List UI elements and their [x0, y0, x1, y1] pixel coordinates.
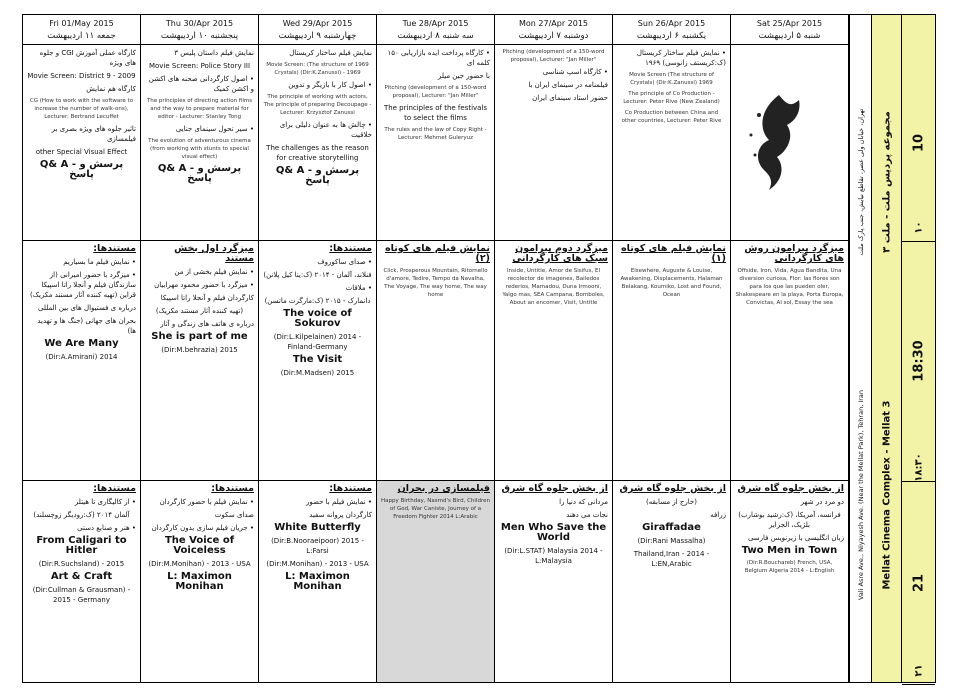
day-header: [141, 15, 258, 45]
session-line: Offside, Iron, Vida, Agua Bandita, Una diversion curiosa, Flor: las flores son para los que las pueden oler, Shakespeare en la playa, Porta Europa, Convictas, Al sol, Essay the sea: [735, 268, 844, 306]
session-line: فیلمنامه در سینمای ایران با: [528, 81, 608, 89]
session-cell-r1: [141, 45, 258, 241]
venue-address-fa: تهران، خیابان ولی عصر، تقاطع نیایش، جنب پارک ملت: [856, 108, 865, 256]
session-cell-r2: [259, 241, 376, 481]
session-line: Art & Craft: [50, 571, 113, 582]
session-line: • ملاقات: [345, 284, 372, 292]
session-line: White Butterfly: [274, 522, 361, 533]
session-line: تاثیر جلوه های ویژه بصری بر فیلمسازی: [51, 125, 136, 143]
session-line: میزگرد اول بخش مستند: [174, 243, 254, 264]
day-header: [23, 15, 140, 45]
info-strip: [871, 15, 901, 682]
session-cell-r2: [613, 241, 730, 481]
session-cell-r3: [613, 481, 730, 682]
time-label: 10: [911, 133, 926, 153]
session-line: • نمایش فیلم ما بسیاریم: [63, 258, 136, 266]
time-slot: [902, 241, 935, 482]
session-line: (ک:رشید بوشارب) فرانسه، آمریکا، بلژیک، الجزایر: [738, 511, 841, 529]
session-line: • جریان فیلم سازی بدون کارگردان: [151, 524, 254, 532]
session-line: کارگردان پروانه سفید: [309, 511, 372, 519]
session-line: (Dir:M.Monihan) - 2013 - USA: [148, 560, 251, 568]
session-line: حضور استاد سینمای ایران: [532, 94, 608, 102]
session-line: از بخش جلوه گاه شرق: [501, 483, 608, 494]
session-line: • نمایش فیلم با حضور: [306, 498, 372, 506]
info-strip: [901, 15, 935, 682]
time-label: 21: [911, 573, 926, 592]
session-cell-r1: [23, 45, 140, 241]
session-line: • نمایش فیلم ساختار کریستال (ک:کریستف زانوسی) ۱۹۶۹: [636, 49, 726, 67]
session-line: (Dir:L.STAT) Malaysia 2014 - L:Malaysia: [504, 547, 603, 565]
session-line: Q& A - پرسش و پاسخ: [157, 163, 242, 184]
session-cell-r2: [495, 241, 612, 481]
day-date-en: Sun 26/Apr 2015: [637, 19, 706, 28]
day-header: [495, 15, 612, 45]
session-line: Giraffadae: [642, 522, 701, 533]
day-date-en: Fri 01/May 2015: [49, 19, 114, 28]
day-header: [731, 15, 848, 45]
info-strip: [849, 15, 871, 682]
session-line: میزگرد دوم پیرامون سبک های کارگردانی: [512, 243, 608, 264]
session-cell-r1: [731, 45, 848, 241]
day-column: [731, 15, 849, 682]
session-line: The challenges as the reason for creative storytelling: [266, 144, 369, 162]
festival-bird-logo-icon: [739, 85, 809, 195]
session-line: The principles of the festivals to select the films: [383, 104, 488, 122]
session-line: فیلمسازی در بحران: [397, 483, 490, 494]
day-column: [259, 15, 377, 682]
session-line: Thailand,Iran - 2014 - L:EN,Arabic: [633, 550, 710, 568]
session-cell-r1: [495, 45, 612, 241]
day-date-en: Wed 29/Apr 2015: [282, 19, 353, 28]
session-line: درباره ی هاتف های زندگی و آثار: [160, 320, 254, 328]
day-header: [377, 15, 494, 45]
day-date-en: Sat 25/Apr 2015: [756, 19, 823, 28]
session-line: مستندها:: [329, 483, 372, 494]
schedule-sheet: [22, 14, 936, 683]
session-line: (Dir:M.behrazia) 2015: [161, 346, 238, 354]
session-line: The principles of directing action films and the way to prepare material for editor - Lecturer: Stanley Tong: [146, 98, 253, 120]
session-line: (Dir:L.Kilpelainen) 2014 - Finland-Germany: [273, 333, 362, 351]
session-line: کارگاه عملی آموزش CGI و جلوه های ویژه: [39, 49, 136, 67]
session-line: Pitching (development of a 150-word proposal), Lecturer: "Jan Miller": [384, 85, 487, 99]
venue-address-en: Vali Asre Ave., Niyayesh Ave. (Near the Mellat Park), Tehran, Iran: [856, 390, 865, 601]
session-line: مستندها:: [329, 243, 372, 254]
day-date-en: Mon 27/Apr 2015: [518, 19, 589, 28]
session-line: • صدای ساکوروف: [317, 258, 372, 266]
session-line: نمایش فیلم ساختار کریستال: [289, 49, 372, 57]
session-line: (ک:ینا کیل پلانن) فنلاند، آلمان - ۲۰۱۴: [263, 271, 372, 279]
day-column: [613, 15, 731, 682]
session-line: • نمایش فیلم بخشی از من: [174, 268, 254, 276]
session-line: (Dir:M.Monihan) - 2013 - USA: [266, 560, 369, 568]
session-line: The principle of working with actors, The principle of preparing Decoupage - Lecturer: Krzysztof Zanussi: [263, 94, 372, 116]
session-line: CG (How to work with the software to increase the number of walk-ons), Lecturer: Bertrand Lecuffet: [29, 98, 134, 120]
session-line: (Dir:R.Bouchareb) French, USA, Belgium Algeria 2014 - L:English: [744, 560, 835, 574]
day-column: [23, 15, 141, 682]
session-line: (تهیه کننده آثار مستند مکزیک): [155, 307, 244, 315]
session-line: نمایش فیلم های کوتاه (۲): [385, 243, 490, 264]
day-header: [259, 15, 376, 45]
session-cell-r2: [141, 241, 258, 481]
session-line: Q& A - پرسش و پاسخ: [275, 165, 360, 186]
session-cell-r3: [141, 481, 258, 682]
session-line: Elsewhere, Auguste & Louise, Awakening, Displacements, Halaman Belakang, Koumiko, Lost and Found, Ocean: [620, 268, 723, 298]
session-line: Inside, Untitle, Amor de Sisifus, El recolector de imagenes, Bailedos rederios, Mamadou, Duna Irmooni, Yalgo mas, SEA Campana, Bomboles, About an encomer, Visit, Untitle: [502, 268, 605, 306]
session-line: زبان انگلیسی با زیرنویس فارسی: [747, 534, 844, 542]
session-cell-r3: [495, 481, 612, 682]
session-cell-r2: [377, 241, 494, 481]
time-label: 18:30: [911, 340, 926, 382]
session-line: • هنر و صنایع دستی: [77, 524, 136, 532]
day-column: [377, 15, 495, 682]
day-date-fa: یکشنبه ۶ اردیبهشت: [636, 31, 707, 41]
session-line: • اصول کار با بازیگر و تدوین: [288, 81, 372, 89]
session-cell-r3: [259, 481, 376, 682]
session-line: نجات می دهند: [566, 511, 608, 519]
session-line: • میزگرد با حضور محمود مهرابیان: [154, 281, 254, 289]
day-date-fa: پنجشنبه ۱۰ اردیبهشت: [160, 31, 239, 41]
session-line: (Dir:M.Madsen) 2015: [280, 369, 355, 377]
day-date-fa: چهارشنبه ۹ اردیبهشت: [278, 31, 357, 41]
time-label-fa: ۱۰: [913, 221, 924, 234]
session-line: The Visit: [292, 354, 343, 365]
session-line: میزگرد پیرامون روش های کارگردانی: [744, 243, 844, 264]
session-line: کارگاه هم نمایش: [86, 85, 136, 93]
session-line: از بخش جلوه گاه شرق: [619, 483, 726, 494]
session-line: • نمایش فیلم با حضور کارگردان: [159, 498, 254, 506]
day-date-fa: سه شنبه ۸ اردیبهشت: [397, 31, 474, 41]
session-line: Two Men in Town: [741, 545, 838, 556]
session-line: L: Maximon Monihan: [167, 571, 232, 592]
session-line: Pitching (development of a 150-word proposal), Lecturer: "Jan Miller": [502, 49, 605, 63]
day-date-en: Thu 30/Apr 2015: [165, 19, 234, 28]
session-line: other Special Visual Effect: [35, 148, 128, 156]
session-line: با حضور جین میلر: [438, 72, 490, 80]
session-line: (Dir:R.Suchsland) - 2015: [38, 560, 125, 568]
venue-name-en: Mellat Cinema Complex - Mellat 3: [881, 400, 892, 590]
day-column: [495, 15, 613, 682]
session-line: (Dir:Rani Massalha): [637, 537, 706, 545]
session-line: • چالش ها به عنوان دلیلی برای خلاقیت: [279, 121, 372, 139]
session-line: The rules and the law of Copy Right - Lecturer: Mehmet Guleryuz: [384, 127, 487, 141]
day-date-en: Tue 28/Apr 2015: [402, 19, 469, 28]
session-line: The principle of Co Production - Lecturer: Peter Rive (New Zealand): [623, 91, 720, 105]
time-slot: [902, 481, 935, 685]
session-line: Men Who Save the World: [500, 522, 607, 543]
session-line: بحران های جهانی (جنگ ها و تهدید ها): [37, 317, 136, 335]
session-line: L: Maximon Monihan: [285, 571, 350, 592]
session-line: (ک:رودیگر زوچسلند) آلمان ۲۰۱۴: [33, 511, 130, 519]
session-line: کارگردان فیلم و آنجلا راتا اسپیکا: [160, 294, 254, 302]
session-line: Movie Screen (The structure of Crystals) (Dir:K.Zanussi) 1969: [629, 72, 714, 86]
session-line: • میزگرد با حضور امیرانی (از سازندگان فیلم و آنجلا راتا اسپیکا قراین (تهیه کننده آثار مستند مکزیک): [30, 271, 136, 299]
info-panel: [849, 15, 935, 682]
session-line: She is part of me: [151, 331, 248, 342]
session-cell-r1: [259, 45, 376, 241]
session-cell-r3: [377, 481, 494, 682]
session-line: (ک:مارگرت ماتسن) دانمارک - ۲۰۱۵: [264, 297, 371, 305]
session-cell-r2: [731, 241, 848, 481]
session-line: From Caligari to Hitler: [36, 535, 127, 556]
session-line: We Are Many: [44, 338, 119, 349]
session-line: Click, Prosperous Mountain, Ritornello d'amore, Tedire, Tempo da Navalha, The Voyage, The way home, The way home: [383, 268, 488, 298]
day-column: [141, 15, 259, 682]
session-cell-r1: [377, 45, 494, 241]
session-line: (خارج از مسابقه): [646, 498, 697, 506]
session-line: (Dir:B.Nooraeipoor) 2015 - L:Farsi: [271, 537, 364, 555]
time-label-fa: ۲۱: [913, 664, 924, 677]
session-cell-r2: [23, 241, 140, 481]
day-header: [613, 15, 730, 45]
session-cell-r3: [23, 481, 140, 682]
session-line: • اصول کارگردانی صحنه های اکشن و اکشن کمیک: [148, 75, 254, 93]
day-date-fa: دوشنبه ۷ اردیبهشت: [518, 31, 589, 41]
session-line: صدای سکوت: [214, 511, 254, 519]
session-line: • کارگاه پرداخت ایده بازاریابی ۱۵۰ کلمه ای: [387, 49, 490, 67]
day-date-fa: جمعه ۱۱ اردیبهشت: [47, 31, 116, 41]
session-cell-r1: [613, 45, 730, 241]
session-line: Movie Screen: (The structure of 1969 Crystals) (Dir:K.Zanussi) - 1969: [266, 62, 369, 76]
session-cell-r3: [731, 481, 848, 682]
session-line: زرافه: [710, 511, 726, 519]
session-line: (Dir:Cullman & Grausman) - 2015 - Germany: [32, 586, 131, 604]
session-line: The voice of Sokurov: [283, 308, 352, 329]
session-line: درباره ی فستیوال های بین المللی: [38, 304, 136, 312]
session-line: نمایش فیلم داستان پلیس ۳: [174, 49, 254, 57]
session-line: مردانی که دنیا را: [559, 498, 608, 506]
session-line: از بخش جلوه گاه شرق: [737, 483, 844, 494]
session-line: مستندها:: [93, 243, 136, 254]
session-line: Happy Birthday, Nasmd's Bird, Children of God, War Caniste, Journey of a Freedom Fighter 2014 L:Arabic: [381, 498, 490, 520]
session-line: مستندها:: [211, 483, 254, 494]
session-line: Co Production between China and other countries, Lecturer: Peter Rive: [621, 110, 722, 124]
day-date-fa: شنبه ۵ اردیبهشت: [758, 31, 821, 41]
venue-name-fa: مجموعه پردیس ملت - ملت ۳: [881, 110, 892, 253]
session-line: Q& A - پرسش و پاسخ: [39, 159, 124, 180]
time-slot: [902, 45, 935, 242]
session-line: Movie Screen: Police Story III: [148, 62, 251, 70]
session-line: The Voice of Voiceless: [164, 535, 235, 556]
session-line: • از کالیگاری تا هیتلر: [74, 498, 136, 506]
session-line: نمایش فیلم های کوتاه (۱): [621, 243, 726, 264]
session-line: • کارگاه اسپ شناسی: [542, 68, 608, 76]
time-label-fa: ۱۸:۳۰: [913, 453, 924, 482]
session-line: (Dir:A.Amirani) 2014: [45, 353, 118, 361]
session-line: مستندها:: [93, 483, 136, 494]
session-line: دو مرد در شهر: [800, 498, 844, 506]
session-line: The evolution of adventurous cinema (from working with stunts to special visual effect): [148, 138, 251, 160]
session-line: Movie Screen: District 9 - 2009: [27, 72, 136, 80]
session-line: • سیر تحول سینمای جنایی: [175, 125, 254, 133]
